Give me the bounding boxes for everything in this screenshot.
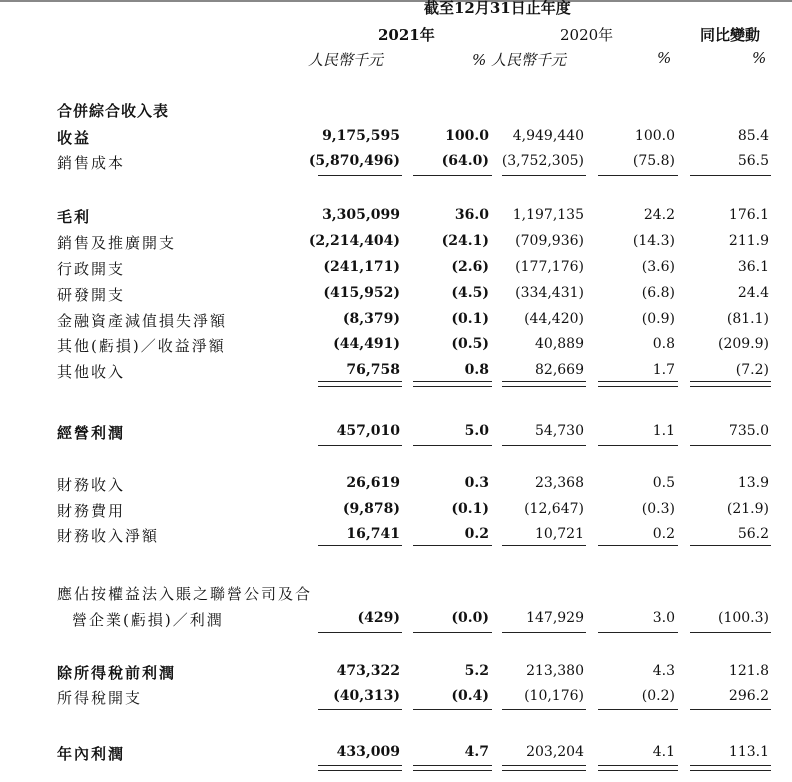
double-rule xyxy=(598,381,678,387)
cell-chg: 36.1 xyxy=(737,259,769,275)
cell-p2021: (0.5) xyxy=(451,336,489,352)
cell-p2020: 1.7 xyxy=(652,362,675,378)
cell-v2021: (5,870,496) xyxy=(308,153,400,169)
single-rule xyxy=(598,709,678,710)
single-rule xyxy=(598,632,678,633)
single-rule xyxy=(690,709,771,710)
unit-rmb-2021: 人民幣千元 xyxy=(308,51,384,69)
row-label: 年內利潤 xyxy=(57,745,126,763)
single-rule xyxy=(598,545,678,546)
cell-p2021: 100.0 xyxy=(445,128,489,144)
row-label: 財務費用 xyxy=(57,502,126,520)
row-label: 研發開支 xyxy=(57,286,126,304)
single-rule xyxy=(318,709,402,710)
double-rule xyxy=(690,765,771,771)
cell-p2021: 0.3 xyxy=(464,475,489,491)
cell-v2021: (429) xyxy=(357,610,400,626)
single-rule xyxy=(502,545,586,546)
single-rule xyxy=(413,175,492,176)
cell-p2020: 0.5 xyxy=(652,475,675,491)
row-label: 財務收入淨額 xyxy=(57,527,160,545)
double-rule xyxy=(318,381,402,387)
cell-p2021: (0.4) xyxy=(451,688,489,704)
double-rule xyxy=(598,765,678,771)
cell-v2021: 3,305,099 xyxy=(322,207,400,223)
single-rule xyxy=(318,175,402,176)
row-label: 除所得稅前利潤 xyxy=(57,664,177,682)
single-rule xyxy=(318,545,402,546)
year-2021-header: 2021年 xyxy=(378,26,435,44)
cell-p2021: (0.1) xyxy=(451,501,489,517)
period-header: 截至12月31日止年度 xyxy=(424,0,571,17)
row-label: 毛利 xyxy=(57,208,92,226)
cell-v2020: 82,669 xyxy=(535,362,584,378)
cell-v2020: (10,176) xyxy=(524,688,584,704)
single-rule xyxy=(690,632,771,633)
cell-chg: 296.2 xyxy=(728,688,769,704)
cell-chg: (21.9) xyxy=(726,501,769,517)
cell-p2020: (6.8) xyxy=(641,285,675,301)
cell-v2020: (44,420) xyxy=(524,311,584,327)
cell-v2020: 10,721 xyxy=(535,526,584,542)
cell-v2020: (12,647) xyxy=(524,501,584,517)
single-rule xyxy=(598,445,678,446)
cell-p2021: 0.2 xyxy=(464,526,489,542)
cell-v2020: 203,204 xyxy=(526,744,584,760)
cell-p2020: 4.3 xyxy=(652,663,675,679)
cell-chg: 113.1 xyxy=(728,744,769,760)
cell-chg: (81.1) xyxy=(726,311,769,327)
row-label: 收益 xyxy=(57,129,92,147)
cell-v2021: 26,619 xyxy=(346,475,400,491)
cell-p2020: 100.0 xyxy=(634,128,675,144)
cell-v2021: (241,171) xyxy=(323,259,400,275)
cell-v2020: 40,889 xyxy=(535,336,584,352)
single-rule xyxy=(413,445,492,446)
double-rule xyxy=(413,381,492,387)
unit-pct-rmb-2020: % 人民幣千元 xyxy=(472,51,567,69)
cell-p2021: 0.8 xyxy=(464,362,489,378)
cell-chg: 24.4 xyxy=(737,285,769,301)
single-rule xyxy=(502,709,586,710)
top-border xyxy=(0,0,792,2)
double-rule xyxy=(318,765,402,771)
cell-v2020: 54,730 xyxy=(535,423,584,439)
cell-chg: (100.3) xyxy=(717,610,769,626)
cell-v2021: 9,175,595 xyxy=(322,128,400,144)
cell-p2020: (0.2) xyxy=(641,688,675,704)
row-label-continued: 營企業(虧損)／利潤 xyxy=(72,611,224,629)
cell-v2020: 213,380 xyxy=(526,663,584,679)
cell-p2021: 5.0 xyxy=(464,423,489,439)
cell-p2020: 4.1 xyxy=(652,744,675,760)
unit-pct-2020: % xyxy=(657,49,672,67)
cell-v2020: (334,431) xyxy=(515,285,584,301)
year-2020-header: 2020年 xyxy=(560,26,614,44)
cell-v2021: (8,379) xyxy=(342,311,400,327)
cell-v2020: (177,176) xyxy=(515,259,584,275)
row-label: 銷售成本 xyxy=(57,154,126,172)
section-title: 合併綜合收入表 xyxy=(57,102,170,120)
single-rule xyxy=(690,545,771,546)
cell-chg: 121.8 xyxy=(728,663,769,679)
cell-v2021: (415,952) xyxy=(323,285,400,301)
single-rule xyxy=(413,632,492,633)
single-rule xyxy=(413,709,492,710)
cell-chg: (209.9) xyxy=(717,336,769,352)
cell-p2020: (3.6) xyxy=(641,259,675,275)
cell-p2020: 1.1 xyxy=(652,423,675,439)
double-rule xyxy=(413,765,492,771)
row-label: 其他收入 xyxy=(57,363,126,381)
cell-p2020: (75.8) xyxy=(632,153,675,169)
row-label: 所得稅開支 xyxy=(57,689,143,707)
cell-v2020: (709,936) xyxy=(515,233,584,249)
cell-v2021: 457,010 xyxy=(336,423,400,439)
double-rule xyxy=(502,765,586,771)
cell-chg: 211.9 xyxy=(728,233,769,249)
single-rule xyxy=(502,175,586,176)
cell-v2021: (40,313) xyxy=(333,688,400,704)
cell-chg: 56.2 xyxy=(737,526,769,542)
cell-v2020: 147,929 xyxy=(526,610,584,626)
cell-p2020: 24.2 xyxy=(643,207,675,223)
row-label: 其他(虧損)／收益淨額 xyxy=(57,337,226,355)
cell-v2021: (2,214,404) xyxy=(308,233,400,249)
single-rule xyxy=(318,445,402,446)
cell-p2021: 4.7 xyxy=(464,744,489,760)
cell-chg: 176.1 xyxy=(728,207,769,223)
cell-v2021: (9,878) xyxy=(342,501,400,517)
cell-p2020: 3.0 xyxy=(652,610,675,626)
cell-chg: 735.0 xyxy=(728,423,769,439)
cell-p2021: (2.6) xyxy=(451,259,489,275)
cell-p2021: (0.1) xyxy=(451,311,489,327)
cell-p2021: (0.0) xyxy=(451,610,489,626)
cell-p2020: (0.3) xyxy=(641,501,675,517)
cell-chg: (7.2) xyxy=(735,362,769,378)
cell-chg: 13.9 xyxy=(737,475,769,491)
row-label: 行政開支 xyxy=(57,260,126,278)
cell-v2020: 1,197,135 xyxy=(512,207,584,223)
single-rule xyxy=(318,632,402,633)
cell-p2021: 36.0 xyxy=(454,207,489,223)
cell-v2020: (3,752,305) xyxy=(501,153,584,169)
cell-v2021: 473,322 xyxy=(336,663,400,679)
unit-pct-change: % xyxy=(752,49,767,67)
row-label: 銷售及推廣開支 xyxy=(57,234,177,252)
double-rule xyxy=(502,381,586,387)
cell-p2021: 5.2 xyxy=(464,663,489,679)
single-rule xyxy=(413,545,492,546)
cell-p2020: (0.9) xyxy=(641,311,675,327)
double-rule xyxy=(690,381,771,387)
cell-v2021: (44,491) xyxy=(333,336,400,352)
row-label: 財務收入 xyxy=(57,476,126,494)
single-rule xyxy=(502,445,586,446)
single-rule xyxy=(502,632,586,633)
cell-p2020: 0.8 xyxy=(652,336,675,352)
cell-p2021: (4.5) xyxy=(451,285,489,301)
cell-v2020: 4,949,440 xyxy=(512,128,584,144)
single-rule xyxy=(598,175,678,176)
cell-v2021: 433,009 xyxy=(336,744,400,760)
single-rule xyxy=(690,175,771,176)
cell-p2020: 0.2 xyxy=(652,526,675,542)
cell-chg: 85.4 xyxy=(737,128,769,144)
cell-chg: 56.5 xyxy=(737,153,769,169)
cell-p2020: (14.3) xyxy=(632,233,675,249)
row-label: 應佔按權益法入賬之聯營公司及合 xyxy=(57,585,313,603)
change-header: 同比變動 xyxy=(700,26,761,44)
row-label: 經營利潤 xyxy=(57,424,126,442)
cell-p2021: (24.1) xyxy=(441,233,489,249)
cell-p2021: (64.0) xyxy=(441,153,489,169)
cell-v2021: 16,741 xyxy=(346,526,400,542)
cell-v2020: 23,368 xyxy=(535,475,584,491)
single-rule xyxy=(690,445,771,446)
cell-v2021: 76,758 xyxy=(346,362,400,378)
row-label: 金融資產減值損失淨額 xyxy=(57,312,228,330)
